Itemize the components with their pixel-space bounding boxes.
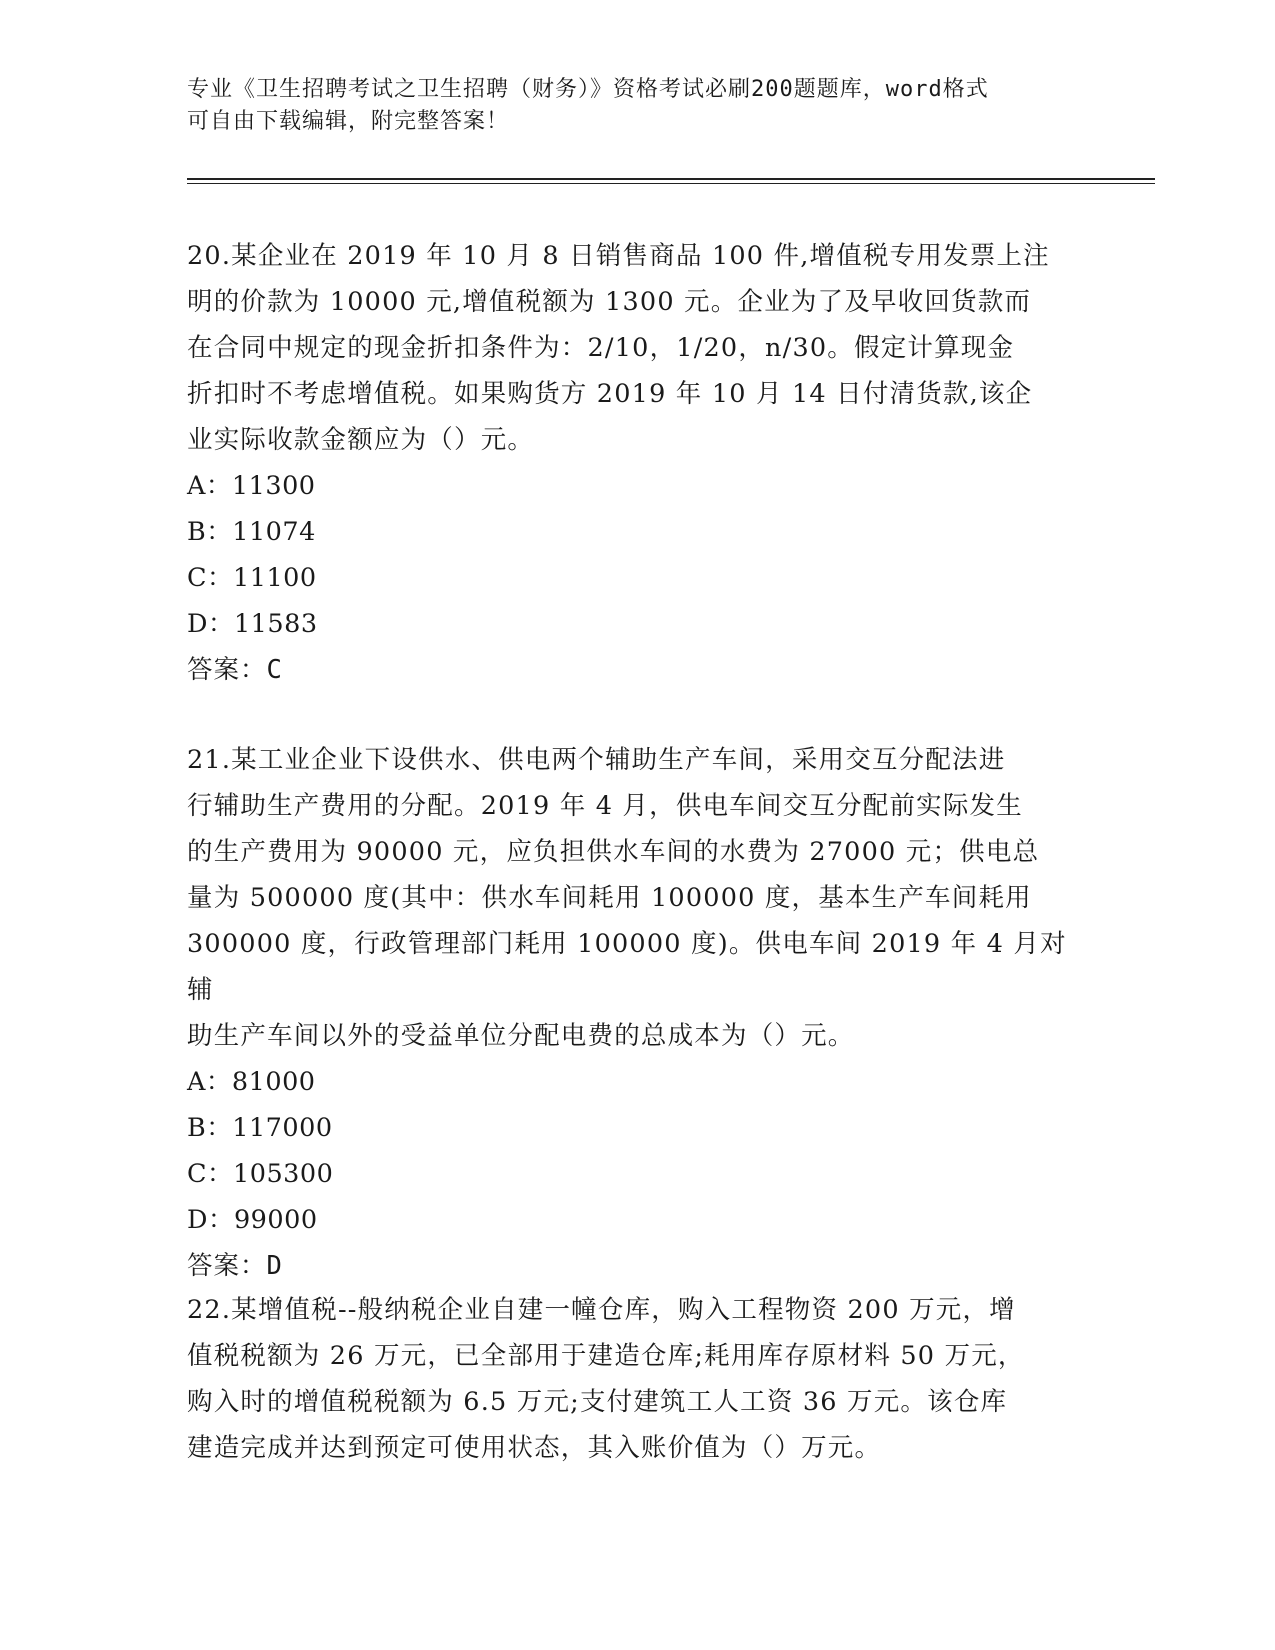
question-21	[187, 737, 1077, 1289]
question-text	[187, 233, 1077, 463]
question-line: 20.某企业在 2019 年 10 月 8 日销售商品 100 件,增值税专用发票上注	[187, 241, 1050, 271]
option-d: D：11583	[187, 609, 318, 639]
question-line: 的生产费用为 90000 元，应负担供水车间的水费为 27000 元；供电总	[187, 837, 1040, 867]
question-line: 业实际收款金额应为（）元。	[187, 425, 535, 455]
option-b: B：117000	[187, 1113, 333, 1143]
question-text	[187, 737, 1077, 1059]
header-divider-thin	[187, 183, 1155, 184]
option-c: C：11100	[187, 563, 317, 593]
answer-label: 答案：D	[187, 1251, 283, 1281]
option-a: A：11300	[187, 471, 316, 501]
header-line-1: 专业《卫生招聘考试之卫生招聘（财务）》资格考试必刷200题题库，word格式	[187, 77, 989, 102]
question-line: 300000 度，行政管理部门耗用 100000 度)。供电车间 2019 年 4 月对辅	[187, 929, 1067, 1005]
question-line: 量为 500000 度(其中：供水车间耗用 100000 度，基本生产车间耗用	[187, 883, 1032, 913]
question-line: 行辅助生产费用的分配。2019 年 4 月，供电车间交互分配前实际发生	[187, 791, 1023, 821]
option-list	[187, 1059, 1077, 1243]
question-line: 明的价款为 10000 元,增值税额为 1300 元。企业为了及早收回货款而	[187, 287, 1032, 317]
option-b: B：11074	[187, 517, 316, 547]
document-header	[187, 74, 1067, 138]
question-line: 22.某增值税--般纳税企业自建一幢仓库，购入工程物资 200 万元，增	[187, 1295, 1016, 1325]
header-divider-thick	[187, 178, 1155, 180]
option-c: C：105300	[187, 1159, 334, 1189]
option-d: D：99000	[187, 1205, 318, 1235]
answer-label: 答案：C	[187, 655, 283, 685]
question-line: 购入时的增值税税额为 6.5 万元;支付建筑工人工资 36 万元。该仓库	[187, 1387, 1008, 1417]
question-line: 建造完成并达到预定可使用状态，其入账价值为（）万元。	[187, 1433, 882, 1463]
option-list	[187, 463, 1077, 647]
question-line: 值税税额为 26 万元，已全部用于建造仓库;耗用库存原材料 50 万元，	[187, 1341, 1025, 1371]
question-text	[187, 1287, 1077, 1471]
header-line-2: 可自由下载编辑，附完整答案！	[187, 109, 510, 134]
question-20	[187, 233, 1077, 693]
question-line: 折扣时不考虑增值税。如果购货方 2019 年 10 月 14 日付清货款,该企	[187, 379, 1033, 409]
option-a: A：81000	[187, 1067, 316, 1097]
question-22	[187, 1287, 1077, 1471]
question-line: 21.某工业企业下设供水、供电两个辅助生产车间，采用交互分配法进	[187, 745, 1006, 775]
question-line: 在合同中规定的现金折扣条件为：2/10，1/20，n/30。假定计算现金	[187, 333, 1015, 363]
question-line: 助生产车间以外的受益单位分配电费的总成本为（）元。	[187, 1021, 855, 1051]
